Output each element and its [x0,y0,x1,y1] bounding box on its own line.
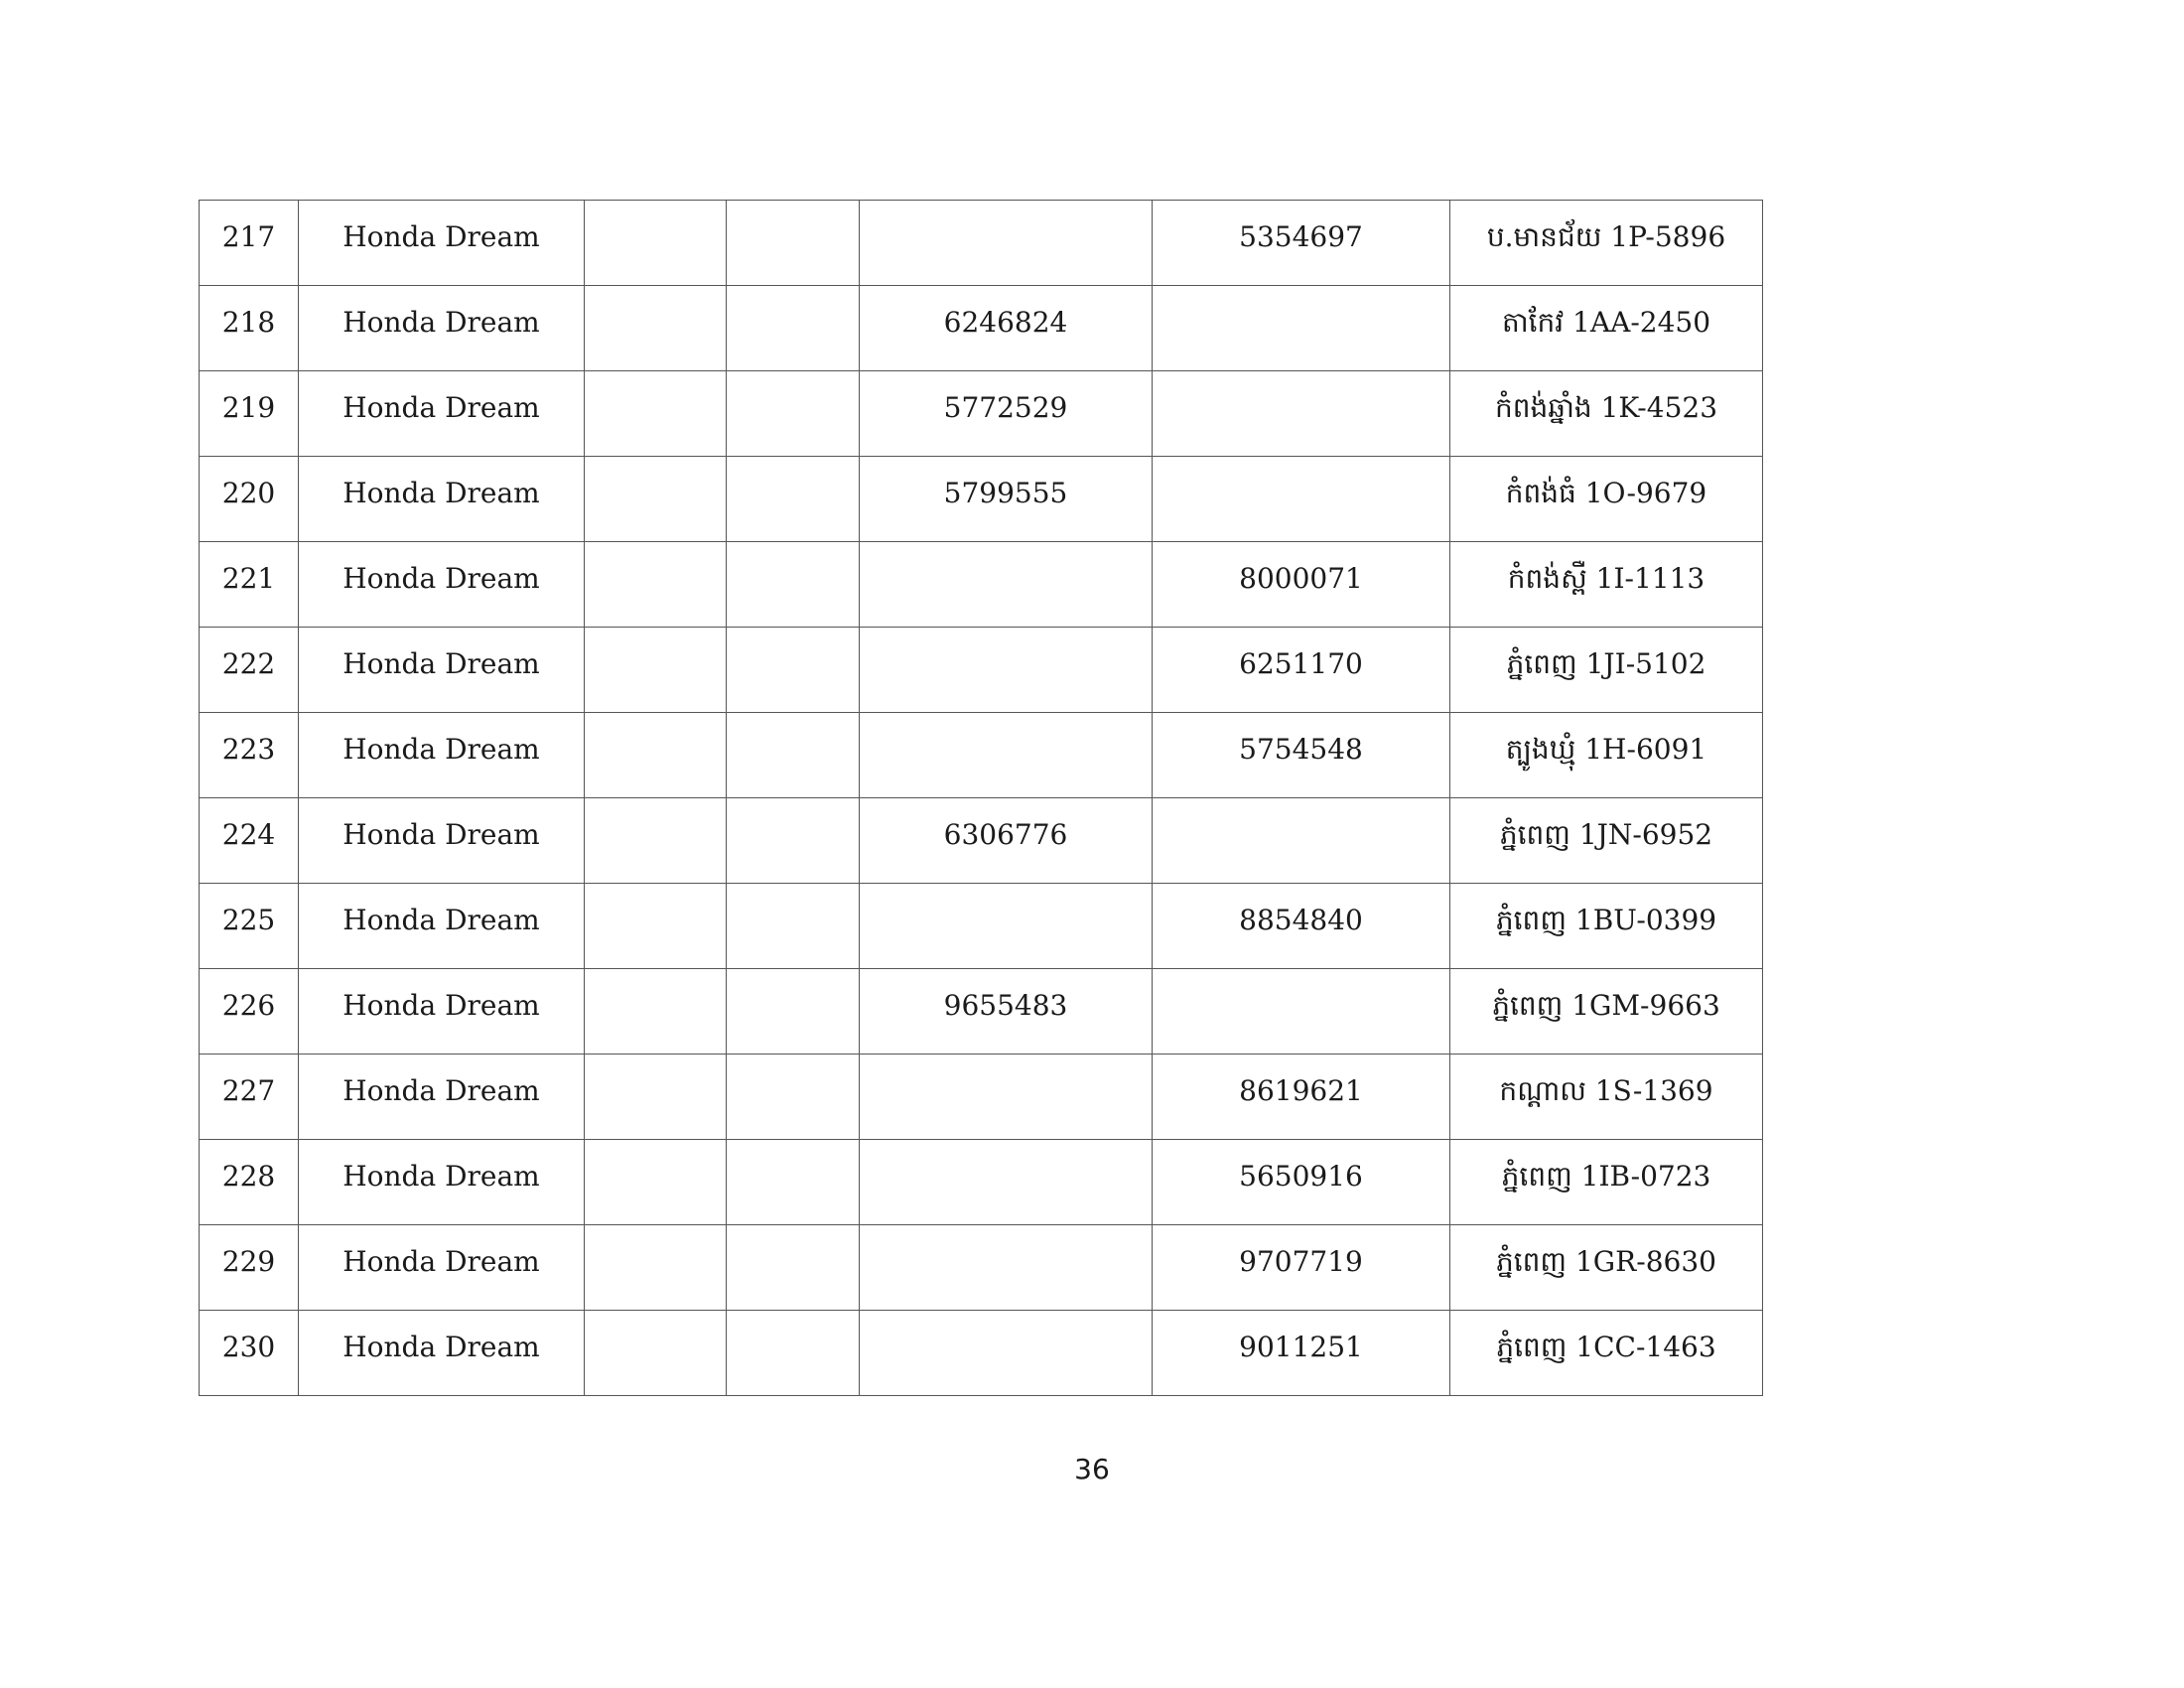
province-plate-cell: ភ្នំពេញ 1GR-8630 [1450,1225,1763,1311]
number-column-5-cell: 9655483 [860,969,1153,1055]
number-column-5-cell: 5799555 [860,457,1153,542]
vehicle-model-cell: Honda Dream [299,628,585,713]
empty-column-3-cell [585,201,727,286]
province-plate-cell: កណ្តាល 1S-1369 [1450,1055,1763,1140]
empty-column-3-cell [585,884,727,969]
empty-column-4-cell [727,1140,860,1225]
empty-column-4-cell [727,628,860,713]
vehicle-model-cell: Honda Dream [299,201,585,286]
row-number-cell: 217 [200,201,299,286]
number-column-5-cell [860,884,1153,969]
province-plate-cell: ភ្នំពេញ 1CC-1463 [1450,1311,1763,1396]
number-column-5-cell: 6306776 [860,798,1153,884]
table-body [200,201,1763,1396]
empty-column-4-cell [727,371,860,457]
empty-column-4-cell [727,201,860,286]
empty-column-3-cell [585,1140,727,1225]
number-column-5-cell [860,1225,1153,1311]
row-number-cell: 229 [200,1225,299,1311]
vehicle-model-cell: Honda Dream [299,457,585,542]
number-column-6-cell [1153,286,1450,371]
table-row [200,713,1763,798]
row-number-cell: 224 [200,798,299,884]
province-plate-cell: ភ្នំពេញ 1JN-6952 [1450,798,1763,884]
table-row [200,798,1763,884]
number-column-6-cell: 5754548 [1153,713,1450,798]
empty-column-3-cell [585,286,727,371]
row-number-cell: 220 [200,457,299,542]
number-column-5-cell: 6246824 [860,286,1153,371]
number-column-5-cell [860,1140,1153,1225]
province-plate-cell: តាកែវ 1AA-2450 [1450,286,1763,371]
vehicle-model-cell: Honda Dream [299,371,585,457]
number-column-5-cell [860,201,1153,286]
number-column-6-cell [1153,969,1450,1055]
number-column-6-cell [1153,371,1450,457]
number-column-5-cell [860,628,1153,713]
table-row [200,542,1763,628]
vehicle-model-cell: Honda Dream [299,542,585,628]
province-plate-cell: កំពង់ស្ពឺ 1I-1113 [1450,542,1763,628]
vehicle-model-cell: Honda Dream [299,884,585,969]
province-plate-cell: ត្បូងឃ្មុំ 1H-6091 [1450,713,1763,798]
number-column-5-cell [860,542,1153,628]
table-row [200,1225,1763,1311]
row-number-cell: 221 [200,542,299,628]
table-row [200,201,1763,286]
empty-column-3-cell [585,1055,727,1140]
table-row [200,457,1763,542]
vehicle-model-cell: Honda Dream [299,969,585,1055]
number-column-6-cell: 9707719 [1153,1225,1450,1311]
empty-column-3-cell [585,1225,727,1311]
empty-column-4-cell [727,713,860,798]
number-column-5-cell [860,713,1153,798]
empty-column-3-cell [585,628,727,713]
empty-column-4-cell [727,798,860,884]
number-column-5-cell [860,1311,1153,1396]
number-column-6-cell: 5354697 [1153,201,1450,286]
number-column-5-cell: 5772529 [860,371,1153,457]
empty-column-4-cell [727,286,860,371]
page-number: 36 [1074,1453,1110,1485]
number-column-6-cell: 5650916 [1153,1140,1450,1225]
empty-column-3-cell [585,798,727,884]
row-number-cell: 227 [200,1055,299,1140]
number-column-6-cell [1153,457,1450,542]
number-column-6-cell [1153,798,1450,884]
empty-column-4-cell [727,969,860,1055]
table-row [200,884,1763,969]
empty-column-4-cell [727,884,860,969]
province-plate-cell: ភ្នំពេញ 1BU-0399 [1450,884,1763,969]
vehicle-model-cell: Honda Dream [299,286,585,371]
table-row [200,628,1763,713]
number-column-6-cell: 6251170 [1153,628,1450,713]
table-row [200,1055,1763,1140]
empty-column-4-cell [727,542,860,628]
table-row [200,371,1763,457]
empty-column-3-cell [585,1311,727,1396]
row-number-cell: 225 [200,884,299,969]
row-number-cell: 230 [200,1311,299,1396]
province-plate-cell: ភ្នំពេញ 1JI-5102 [1450,628,1763,713]
empty-column-3-cell [585,371,727,457]
vehicle-model-cell: Honda Dream [299,713,585,798]
row-number-cell: 226 [200,969,299,1055]
number-column-6-cell: 8854840 [1153,884,1450,969]
empty-column-3-cell [585,713,727,798]
number-column-6-cell: 8000071 [1153,542,1450,628]
empty-column-4-cell [727,457,860,542]
table-row [200,286,1763,371]
table-row [200,1140,1763,1225]
row-number-cell: 218 [200,286,299,371]
number-column-6-cell: 9011251 [1153,1311,1450,1396]
vehicle-model-cell: Honda Dream [299,1055,585,1140]
vehicle-model-cell: Honda Dream [299,1311,585,1396]
vehicle-records-table [199,200,1763,1396]
province-plate-cell: ប.មានជ័យ 1P-5896 [1450,201,1763,286]
number-column-6-cell: 8619621 [1153,1055,1450,1140]
empty-column-3-cell [585,457,727,542]
province-plate-cell: ភ្នំពេញ 1GM-9663 [1450,969,1763,1055]
province-plate-cell: ភ្នំពេញ 1IB-0723 [1450,1140,1763,1225]
empty-column-3-cell [585,542,727,628]
empty-column-4-cell [727,1225,860,1311]
row-number-cell: 223 [200,713,299,798]
empty-column-4-cell [727,1055,860,1140]
empty-column-3-cell [585,969,727,1055]
number-column-5-cell [860,1055,1153,1140]
province-plate-cell: កំពង់ធំ 1O-9679 [1450,457,1763,542]
row-number-cell: 228 [200,1140,299,1225]
province-plate-cell: កំពង់ឆ្នាំង 1K-4523 [1450,371,1763,457]
row-number-cell: 219 [200,371,299,457]
empty-column-4-cell [727,1311,860,1396]
vehicle-model-cell: Honda Dream [299,798,585,884]
table-row [200,1311,1763,1396]
row-number-cell: 222 [200,628,299,713]
vehicle-model-cell: Honda Dream [299,1140,585,1225]
vehicle-model-cell: Honda Dream [299,1225,585,1311]
table-row [200,969,1763,1055]
